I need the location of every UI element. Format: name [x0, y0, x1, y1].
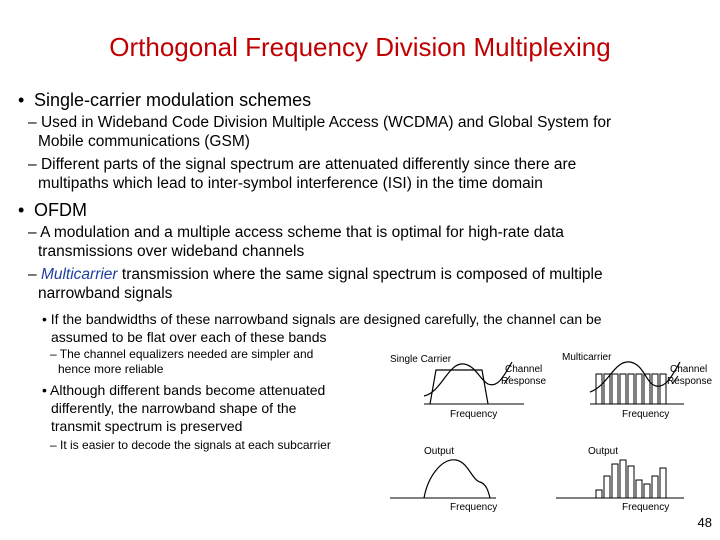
sub-bullet-wcdma: [28, 114, 704, 151]
sub-bullet-text: transmission where the same signal spectrum is composed of multiple: [117, 266, 603, 283]
label-frequency-bottom-left: Frequency: [450, 502, 498, 513]
sub-sub-bullet-text: Although different bands become attenuated: [50, 382, 326, 398]
sub-bullet-line: [28, 285, 704, 304]
label-frequency-top-left: Frequency: [450, 409, 498, 420]
sub-bullet-line: – Multicarrier transmission where the same signal spectrum is composed of multiple: [28, 266, 603, 283]
sub-sub-bullet-text: transmit spectrum is preserved: [51, 418, 243, 434]
level4-text: hence more reliable: [58, 362, 164, 376]
sub-bullet-text: multipaths which lead to inter-symbol interference (ISI) in the time domain: [38, 174, 543, 192]
single-vs-multicarrier-figure: [384, 340, 718, 520]
label-channel-right: Channel: [670, 364, 708, 375]
sub-bullet-line: – Used in Wideband Code Division Multiple Access (WCDMA) and Global System for: [28, 114, 612, 131]
label-response-left: Response: [501, 376, 547, 387]
sub-bullet-text: Mobile communications (GSM): [38, 132, 250, 150]
bullet-dot: •: [18, 90, 25, 110]
channel-response-curve: [424, 362, 512, 396]
sub-sub-bullet-line: • If the bandwidths of these narrowband signals are designed carefully, the channel can be: [42, 311, 602, 327]
sub-bullet-line: [28, 243, 704, 262]
sub-bullet-line: – A modulation and a multiple access scheme that is optimal for high-rate data: [28, 224, 564, 241]
bullet-ofdm: [18, 200, 87, 221]
sub-bullet-text: transmissions over wideband channels: [38, 242, 305, 260]
bullet-single-carrier: [18, 90, 311, 111]
single-carrier-output-plot: [390, 460, 496, 498]
sub-bullet-modulation: [28, 224, 704, 261]
level4-line: – The channel equalizers needed are simpler and: [50, 347, 314, 361]
multicarrier-output-plot: [556, 460, 684, 498]
slide-title: Orthogonal Frequency Division Multiplexing: [109, 32, 611, 62]
sub-bullet-line: [28, 133, 704, 152]
bullet-text: Single-carrier modulation schemes: [34, 90, 312, 110]
label-frequency-bottom-right: Frequency: [622, 502, 670, 513]
sub-sub-bullet-line: • Although different bands become attenuated: [42, 382, 326, 398]
label-output-left: Output: [424, 446, 455, 457]
label-multicarrier: Multicarrier: [562, 352, 612, 363]
sub-sub-bullet-line: [42, 417, 325, 435]
sub-bullet-line: [28, 175, 704, 194]
sub-sub-bullet-line: [42, 399, 325, 417]
label-frequency-top-right: Frequency: [622, 409, 670, 420]
level4-bullet-equalizers: [50, 347, 313, 377]
page-number: 48: [697, 515, 712, 530]
distorted-output-spectrum: [424, 460, 490, 498]
bullet-text: OFDM: [34, 200, 87, 220]
emphasis-multicarrier: Multicarrier: [40, 266, 118, 283]
label-output-right: Output: [588, 446, 619, 457]
label-response-right: Response: [667, 376, 713, 387]
level4-text: It is easier to decode the signals at each subcarrier: [60, 438, 331, 452]
sub-bullet-text: Used in Wideband Code Division Multiple Access (WCDMA) and Global System for: [40, 114, 612, 131]
sub-sub-bullet-text: differently, the narrowband shape of the: [51, 400, 297, 416]
sub-bullet-text: A modulation and a multiple access scheme that is optimal for high-rate data: [40, 224, 564, 241]
sub-bullet-multicarrier: [28, 266, 704, 303]
sub-bullet-line: – Different parts of the signal spectrum are attenuated differently since there are: [28, 156, 577, 173]
level4-text: The channel equalizers needed are simpler and: [59, 347, 314, 361]
label-single-carrier: Single Carrier: [390, 354, 452, 365]
sub-bullet-text: Different parts of the signal spectrum are attenuated differently since there are: [40, 156, 577, 173]
level4-line: [50, 362, 313, 377]
sub-bullet-text: narrowband signals: [38, 284, 173, 302]
sub-sub-bullet-text: assumed to be flat over each of these bands: [51, 329, 327, 345]
label-channel-left: Channel: [505, 364, 543, 375]
level4-bullet-decode: – It is easier to decode the signals at each subcarrier: [50, 438, 331, 452]
sub-bullet-multipath: [28, 156, 704, 193]
sub-sub-bullet-attenuated: [42, 381, 325, 435]
sub-sub-bullet-text: If the bandwidths of these narrowband signals are designed carefully, the channel can be: [50, 311, 602, 327]
bullet-dot: •: [18, 200, 25, 220]
